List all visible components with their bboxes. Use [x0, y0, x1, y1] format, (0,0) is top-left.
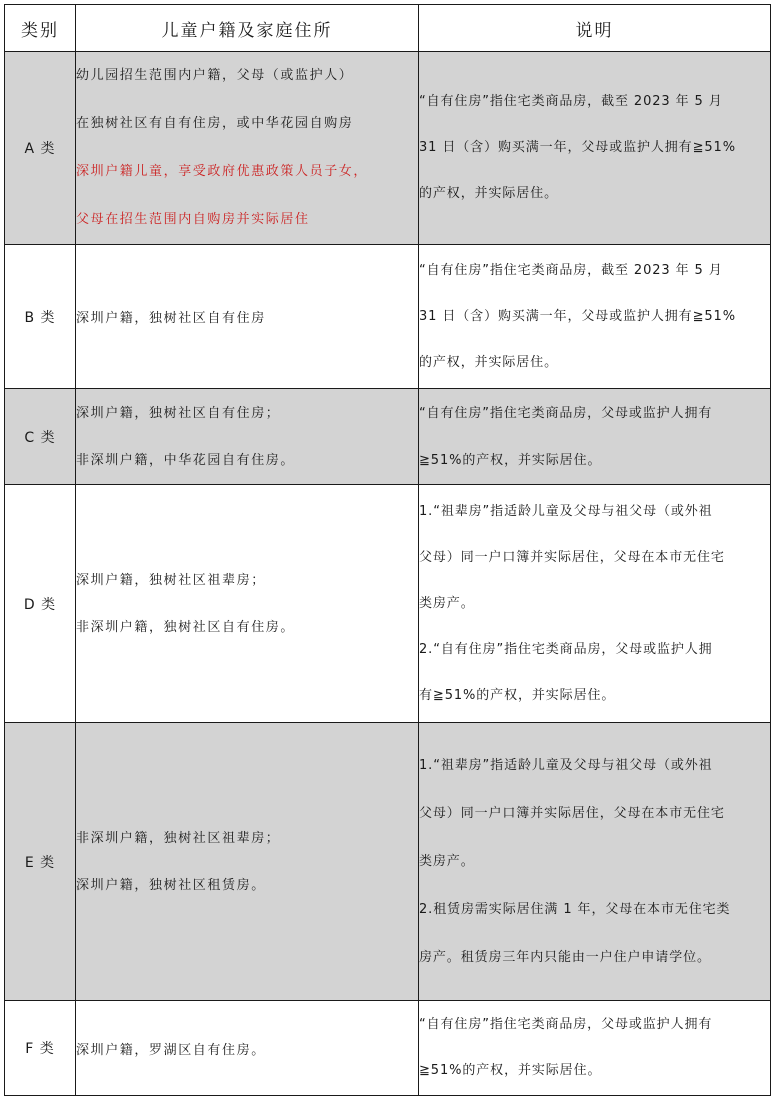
note-line: 有≧51%的产权，并实际居住。: [419, 687, 616, 703]
table-header-row: [5, 5, 771, 52]
admission-category-table: [4, 4, 771, 1096]
notes-cell-b: [419, 245, 771, 389]
note-line: 2.租赁房需实际居住满 1 年，父母在本市无住宅类: [419, 901, 731, 917]
table-row-d: [5, 485, 771, 723]
note-line: “自有住房”指住宅类商品房，父母或监护人拥有: [419, 1017, 713, 1032]
notes-cell-e: [419, 723, 771, 1001]
notes-cell-a: [419, 52, 771, 245]
residence-line: 非深圳户籍，中华花园自有住房。: [76, 452, 296, 468]
note-line: “自有住房”指住宅类商品房，截至 2023 年 5 月: [419, 94, 723, 109]
note-line: 父母）同一户口簿并实际居住，父母在本市无住宅: [419, 805, 725, 821]
category-cell-e: E 类: [5, 723, 76, 1001]
residence-cell-d: [76, 485, 419, 723]
residence-cell-e: [76, 723, 419, 1001]
category-cell-c: C 类: [5, 389, 76, 485]
residence-line: 深圳户籍，独树社区租赁房。: [76, 877, 266, 893]
note-line: 1.“祖辈房”指适龄儿童及父母与祖父母（或外祖: [419, 503, 713, 519]
table-row-e: [5, 723, 771, 1001]
residence-line: 幼儿园招生范围内户籍，父母（或监护人）: [76, 68, 354, 83]
residence-line: 在独树社区有自有住房，或中华花园自购房: [76, 116, 354, 131]
residence-line-highlighted: 深圳户籍儿童，享受政府优惠政策人员子女，: [76, 164, 369, 179]
header-category: 类别: [5, 5, 76, 52]
note-line: 父母）同一户口簿并实际居住，父母在本市无住宅: [419, 549, 725, 565]
residence-line: 深圳户籍，独树社区自有住房: [76, 311, 266, 326]
note-line: 类房产。: [419, 595, 475, 611]
residence-line: 非深圳户籍，独树社区祖辈房；: [76, 830, 281, 846]
note-line: ≧51%的产权，并实际居住。: [419, 1063, 602, 1078]
notes-cell-f: [419, 1001, 771, 1096]
table-row-c: [5, 389, 771, 485]
notes-cell-d: [419, 485, 771, 723]
note-line: “自有住房”指住宅类商品房，父母或监护人拥有: [419, 405, 713, 421]
residence-line: 深圳户籍，独树社区自有住房；: [76, 405, 281, 421]
residence-cell-b: [76, 245, 419, 389]
residence-line: 深圳户籍，罗湖区自有住房。: [76, 1042, 266, 1058]
table-row-a: [5, 52, 771, 245]
category-cell-b: B 类: [5, 245, 76, 389]
header-residence: 儿童户籍及家庭住所: [76, 5, 419, 52]
residence-line: 深圳户籍，独树社区祖辈房；: [76, 572, 266, 588]
note-line: ≧51%的产权，并实际居住。: [419, 452, 602, 468]
residence-cell-a: [76, 52, 419, 245]
note-line: 31 日（含）购买满一年，父母或监护人拥有≧51%: [419, 308, 736, 324]
residence-cell-c: [76, 389, 419, 485]
note-line: 2.“自有住房”指住宅类商品房，父母或监护人拥: [419, 641, 713, 657]
note-line: 31 日（含）购买满一年，父母或监护人拥有≧51%: [419, 140, 736, 155]
residence-line-highlighted: 父母在招生范围内自购房并实际居住: [76, 212, 310, 227]
header-notes: 说明: [419, 5, 771, 52]
category-cell-a: A 类: [5, 52, 76, 245]
category-cell-d: D 类: [5, 485, 76, 723]
category-cell-f: F 类: [5, 1001, 76, 1096]
note-line: 房产。租赁房三年内只能由一户住户申请学位。: [419, 949, 711, 965]
notes-cell-c: [419, 389, 771, 485]
residence-line: 非深圳户籍，独树社区自有住房。: [76, 619, 296, 635]
note-line: 1.“祖辈房”指适龄儿童及父母与祖父母（或外祖: [419, 757, 713, 773]
note-line: 的产权，并实际居住。: [419, 186, 559, 201]
note-line: “自有住房”指住宅类商品房，截至 2023 年 5 月: [419, 262, 723, 278]
note-line: 类房产。: [419, 853, 475, 869]
note-line: 的产权，并实际居住。: [419, 354, 559, 370]
table-row-b: [5, 245, 771, 389]
residence-cell-f: [76, 1001, 419, 1096]
table-row-f: [5, 1001, 771, 1096]
